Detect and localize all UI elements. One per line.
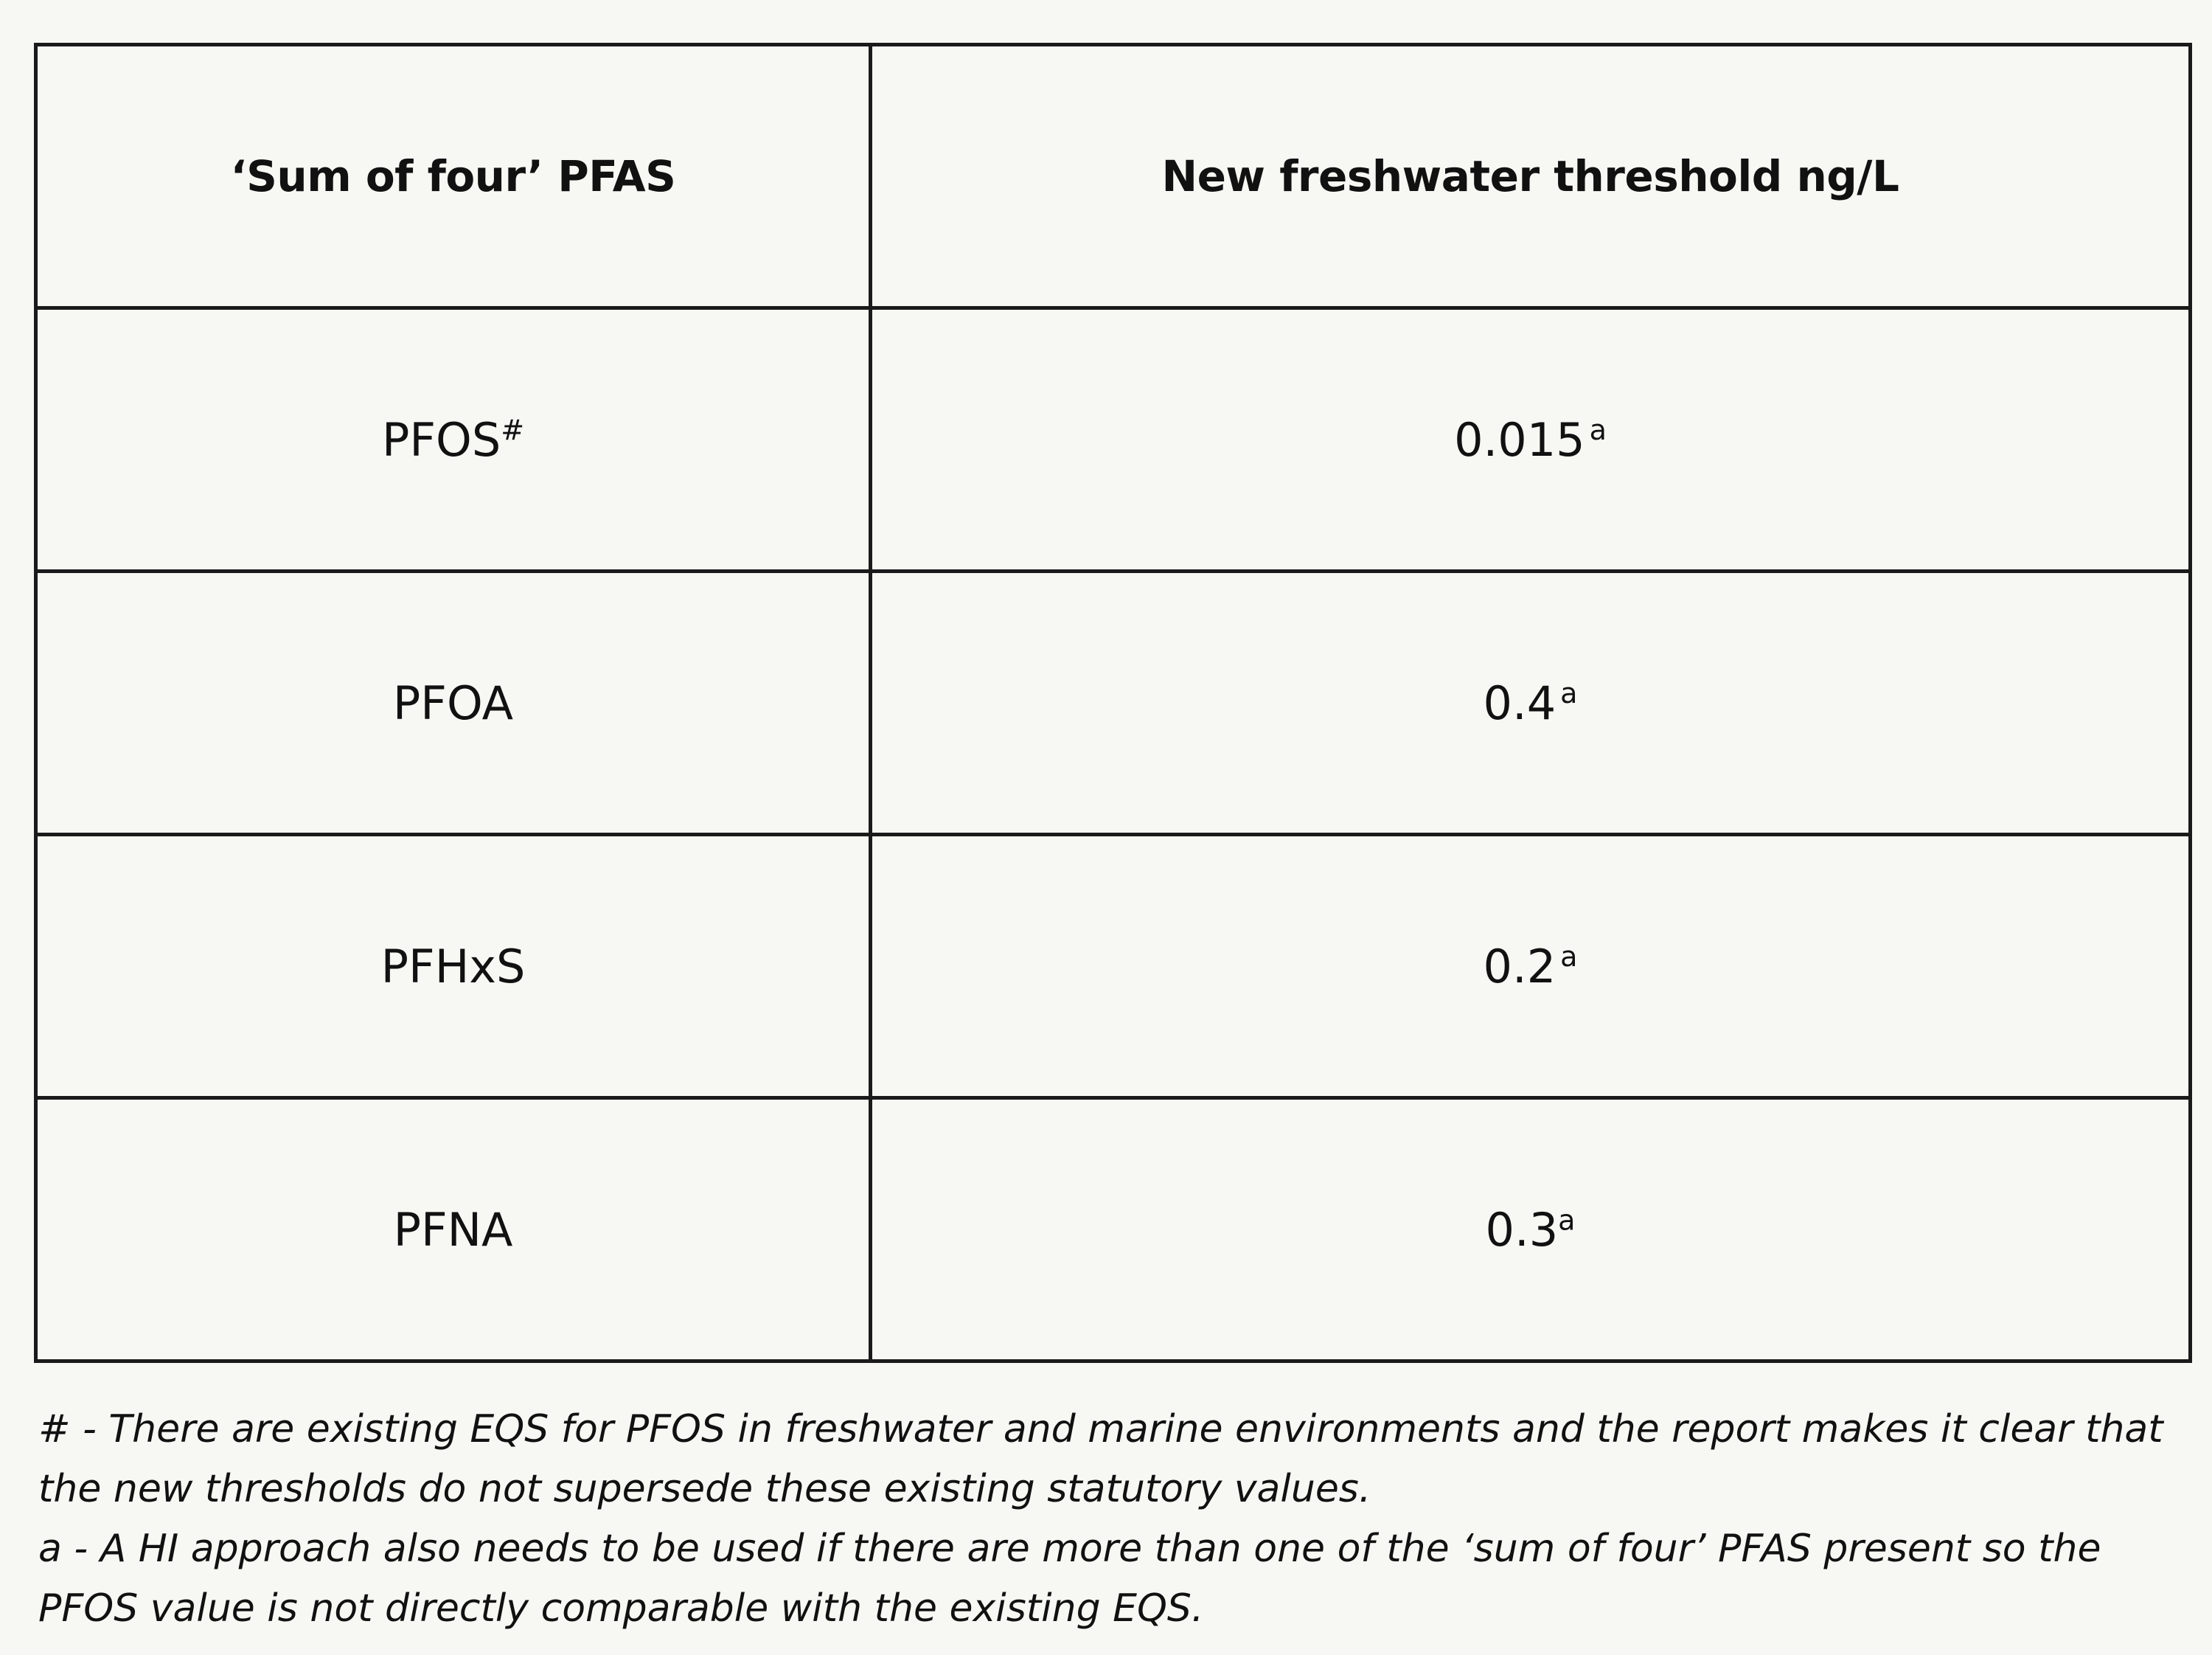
threshold-value-superscript: a — [1560, 940, 1578, 973]
threshold-value-cell — [871, 572, 2191, 835]
threshold-value-cell — [871, 1098, 2191, 1361]
table-header-row — [36, 45, 2191, 308]
pfas-name: PFOS — [381, 412, 501, 467]
footnote-a: a - A HI approach also needs to be used if there are more than one of the ‘sum of four’ PFAS present so the PFOS value is not directly comparable with the existing EQS. — [38, 1527, 2101, 1631]
table-row — [36, 572, 2191, 835]
pfas-threshold-table — [34, 43, 2192, 1363]
threshold-value-superscript: a — [1560, 676, 1578, 709]
threshold-value-cell — [871, 308, 2191, 572]
table-row — [36, 308, 2191, 572]
threshold-value: 0.4 — [1483, 676, 1557, 730]
threshold-value-superscript: a — [1589, 413, 1607, 446]
column-header-threshold: New freshwater threshold ng/L — [871, 45, 2191, 308]
table-row — [36, 835, 2191, 1098]
footnotes — [38, 1400, 2177, 1639]
threshold-value: 0.3 — [1485, 1202, 1559, 1257]
threshold-value: 0.2 — [1483, 939, 1557, 993]
threshold-value-cell — [871, 835, 2191, 1098]
table-row — [36, 1098, 2191, 1361]
pfas-name-superscript: # — [501, 413, 525, 446]
threshold-value-superscript: a — [1558, 1203, 1576, 1236]
pfas-name-cell — [36, 572, 871, 835]
threshold-value: 0.015 — [1454, 412, 1585, 467]
pfas-name: PFOA — [392, 676, 514, 730]
footnote-hash: # - There are existing EQS for PFOS in freshwater and marine environments and the report makes it clear that the new thresholds do not supersede these existing statutory values. — [38, 1407, 2163, 1511]
pfas-name-cell — [36, 835, 871, 1098]
pfas-name-cell — [36, 1098, 871, 1361]
pfas-name: PFHxS — [380, 939, 526, 993]
column-header-pfas: ‘Sum of four’ PFAS — [36, 45, 871, 308]
pfas-name: PFNA — [393, 1202, 513, 1257]
pfas-name-cell — [36, 308, 871, 572]
